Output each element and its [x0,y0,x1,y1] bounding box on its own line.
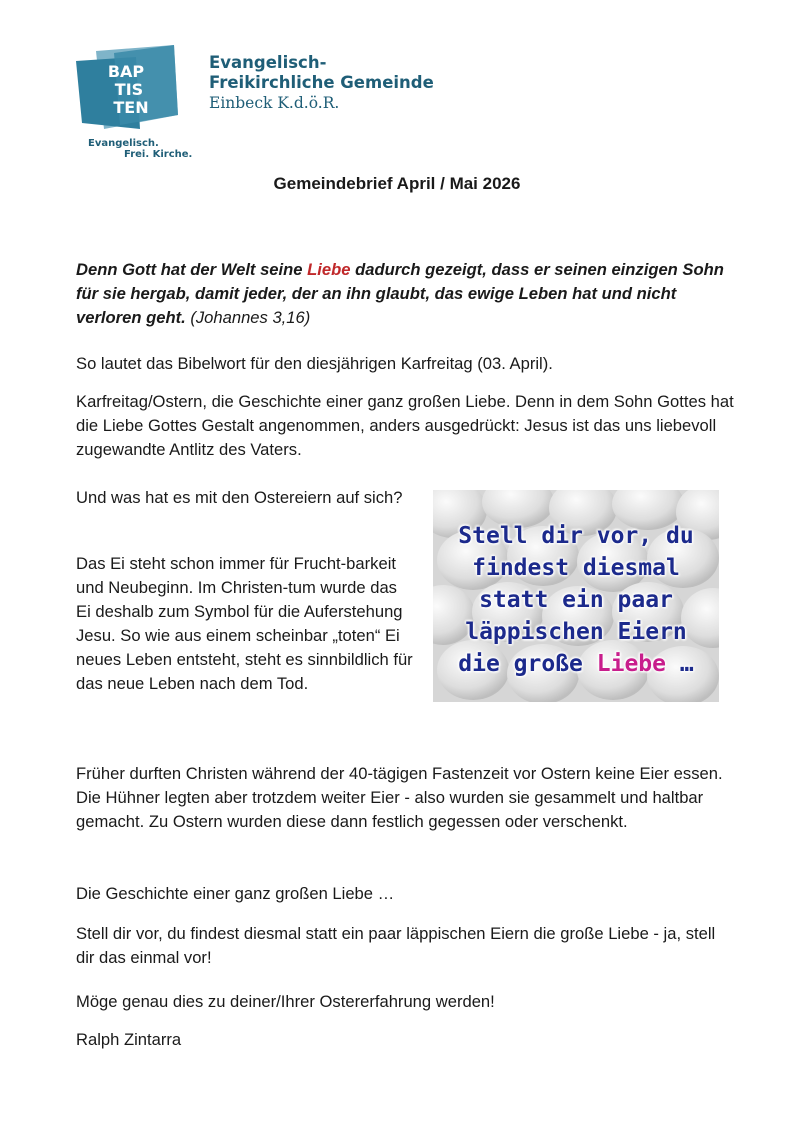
logo-graphic [74,43,204,161]
logo-word-1: BAP [107,62,145,81]
org-line-2: Freikirchliche Gemeinde [209,73,434,92]
easter-eggs-image [433,490,719,702]
paragraph-7: Stell dir vor, du findest diesmal statt ein paar läppischen Eiern die große Liebe - ja, stell dir das einmal vor! [76,924,716,967]
image-line-1: Stell dir vor, du [458,523,694,549]
quote-part-1: Denn Gott hat der Welt seine [76,260,308,279]
image-line-5-pre: die große [458,651,597,677]
image-line-2: findest diesmal [472,555,680,581]
logo-word-2: TIS [114,80,144,99]
bible-quote [76,258,726,330]
org-line-3: Einbeck K.d.ö.R. [209,94,340,112]
signature-name: Ralph Zintarra [76,1030,182,1049]
quote-part-2: dadurch gezeigt, dass er seinen einzigen Sohn für sie hergab, damit jeder, der an ihn glaubt, das ewige Leben hat und nicht verloren geht. [76,260,724,327]
paragraph-8: Möge genau dies zu deiner/Ihrer Ostererfahrung werden! [76,992,495,1011]
baptisten-logo [74,43,204,161]
paragraph-6: Die Geschichte einer ganz großen Liebe … [76,884,395,903]
page-title: Gemeindebrief April / Mai 2026 [273,174,521,193]
paragraph-5: Früher durften Christen während der 40-tägigen Fastenzeit vor Ostern keine Eier essen. Die Hühner legten aber trotzdem weiter Eier - also wurden sie gesammelt und haltbar gemacht. Zu Ostern wurden diese dann festlich gegessen oder verschenkt. [76,764,723,831]
logo-word-3: TEN [113,98,149,117]
image-line-4: läppischen Eiern [465,619,687,645]
quote-highlight: Liebe [307,260,351,279]
organization-name [209,53,434,113]
image-line-3: statt ein paar [479,587,673,613]
paragraph-3: Und was hat es mit den Ostereiern auf sich? [76,488,403,507]
image-line-5-post: … [666,651,694,677]
logo-tagline-1: Evangelisch. [88,138,159,149]
quote-reference: (Johannes 3,16) [185,308,311,327]
org-line-1: Evangelisch- [209,53,327,72]
paragraph-2: Karfreitag/Ostern, die Geschichte einer ganz großen Liebe. Denn in dem Sohn Gottes hat die Liebe Gottes Gestalt angenommen, anders ausgedrückt: Jesus ist das uns liebevoll zugewandte Antlitz des Vaters. [76,392,734,459]
image-caption [433,520,719,680]
paragraph-1: So lautet das Bibelwort für den diesjährigen Karfreitag (03. April). [76,354,553,373]
image-line-5 [433,648,719,680]
image-highlight: Liebe [596,651,667,677]
logo-tagline-2: Frei. Kirche. [124,149,193,160]
paragraph-4: Das Ei steht schon immer für Frucht-barkeit und Neubeginn. Im Christen-tum wurde das Ei deshalb zum Symbol für die Auferstehung Jesu. So wie aus einem scheinbar „toten“ Ei neues Leben entsteht, steht es sinnbildlich für das neue Leben nach dem Tod. [76,554,413,693]
